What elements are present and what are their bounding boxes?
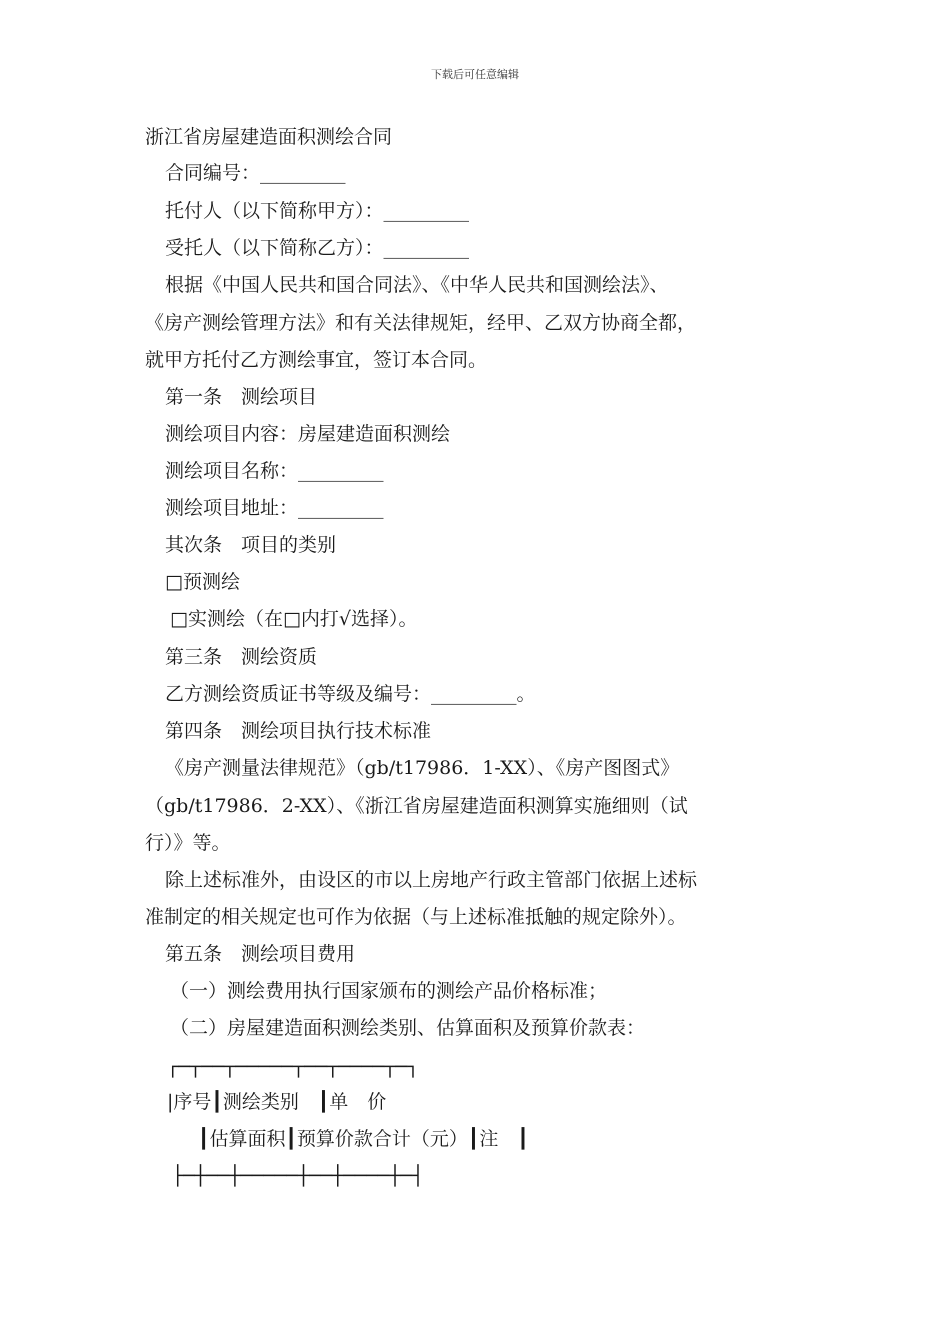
- other-standards-line-1: 除上述标准外，由设区的市以上房地产行政主管部门依据上述标: [165, 869, 698, 891]
- article-5-heading: 第五条 测绘项目费用: [165, 943, 356, 965]
- article-2-heading: 其次条 项目的类别: [165, 534, 337, 556]
- document-title: 浙江省房屋建造面积测绘合同: [145, 126, 393, 148]
- basis-paragraph-line-2: 《房产测绘管理方法》和有关法律规矩，经甲、乙双方协商全都，: [145, 312, 697, 334]
- article-1-heading: 第一条 测绘项目: [165, 386, 318, 408]
- party-b-line: 受托人（以下简称乙方）：_________: [165, 237, 470, 259]
- qualification-line: 乙方测绘资质证书等级及编号：_________。: [165, 683, 536, 705]
- table-top-border: ┌─┬──┬─────┬──┬────┬─┐: [167, 1056, 419, 1078]
- basis-paragraph-line-3: 就甲方托付乙方测绘事宜，签订本合同。: [145, 349, 488, 371]
- other-standards-line-2: 准制定的相关规定也可作为依据（与上述标准抵触的规定除外）。: [145, 906, 687, 928]
- contract-number-line: 合同编号：_________: [165, 162, 346, 184]
- table-middle-border: ├─┼──┼─────┼──┼────┼─┤: [172, 1165, 424, 1187]
- project-content-line: 测绘项目内容：房屋建造面积测绘: [165, 423, 451, 445]
- standards-line-3: 行）》等。: [145, 832, 231, 854]
- project-address-line: 测绘项目地址：_________: [165, 497, 384, 519]
- party-a-line: 托付人（以下简称甲方）：_________: [165, 200, 470, 222]
- standards-line-2: （gb/t17986．2-XX）、《浙江省房屋建造面积测算实施细则（试: [145, 795, 688, 817]
- standards-line-1: 《房产测量法律规范》（gb/t17986．1-XX）、《房产图图式》: [165, 757, 680, 779]
- table-header-row-2: ┃估算面积┃预算价款合计（元）┃注 ┃: [198, 1128, 529, 1150]
- fee-clause-1: （一）测绘费用执行国家颁布的测绘产品价格标准；: [170, 980, 608, 1002]
- article-4-heading: 第四条 测绘项目执行技术标准: [165, 720, 432, 742]
- table-header-row-1: |序号┃测绘类别 ┃单 价: [167, 1091, 387, 1113]
- page-header: 下载后可任意编辑: [431, 68, 519, 81]
- article-3-heading: 第三条 测绘资质: [165, 646, 318, 668]
- fee-clause-2: （二）房屋建造面积测绘类别、估算面积及预算价款表：: [170, 1017, 646, 1039]
- option-pre-survey: □预测绘: [165, 571, 240, 593]
- option-actual-survey: □实测绘（在□内打√选择）。: [170, 608, 418, 630]
- project-name-line: 测绘项目名称：_________: [165, 460, 384, 482]
- basis-paragraph-line-1: 根据《中国人民共和国合同法》、《中华人民共和国测绘法》、: [165, 274, 669, 296]
